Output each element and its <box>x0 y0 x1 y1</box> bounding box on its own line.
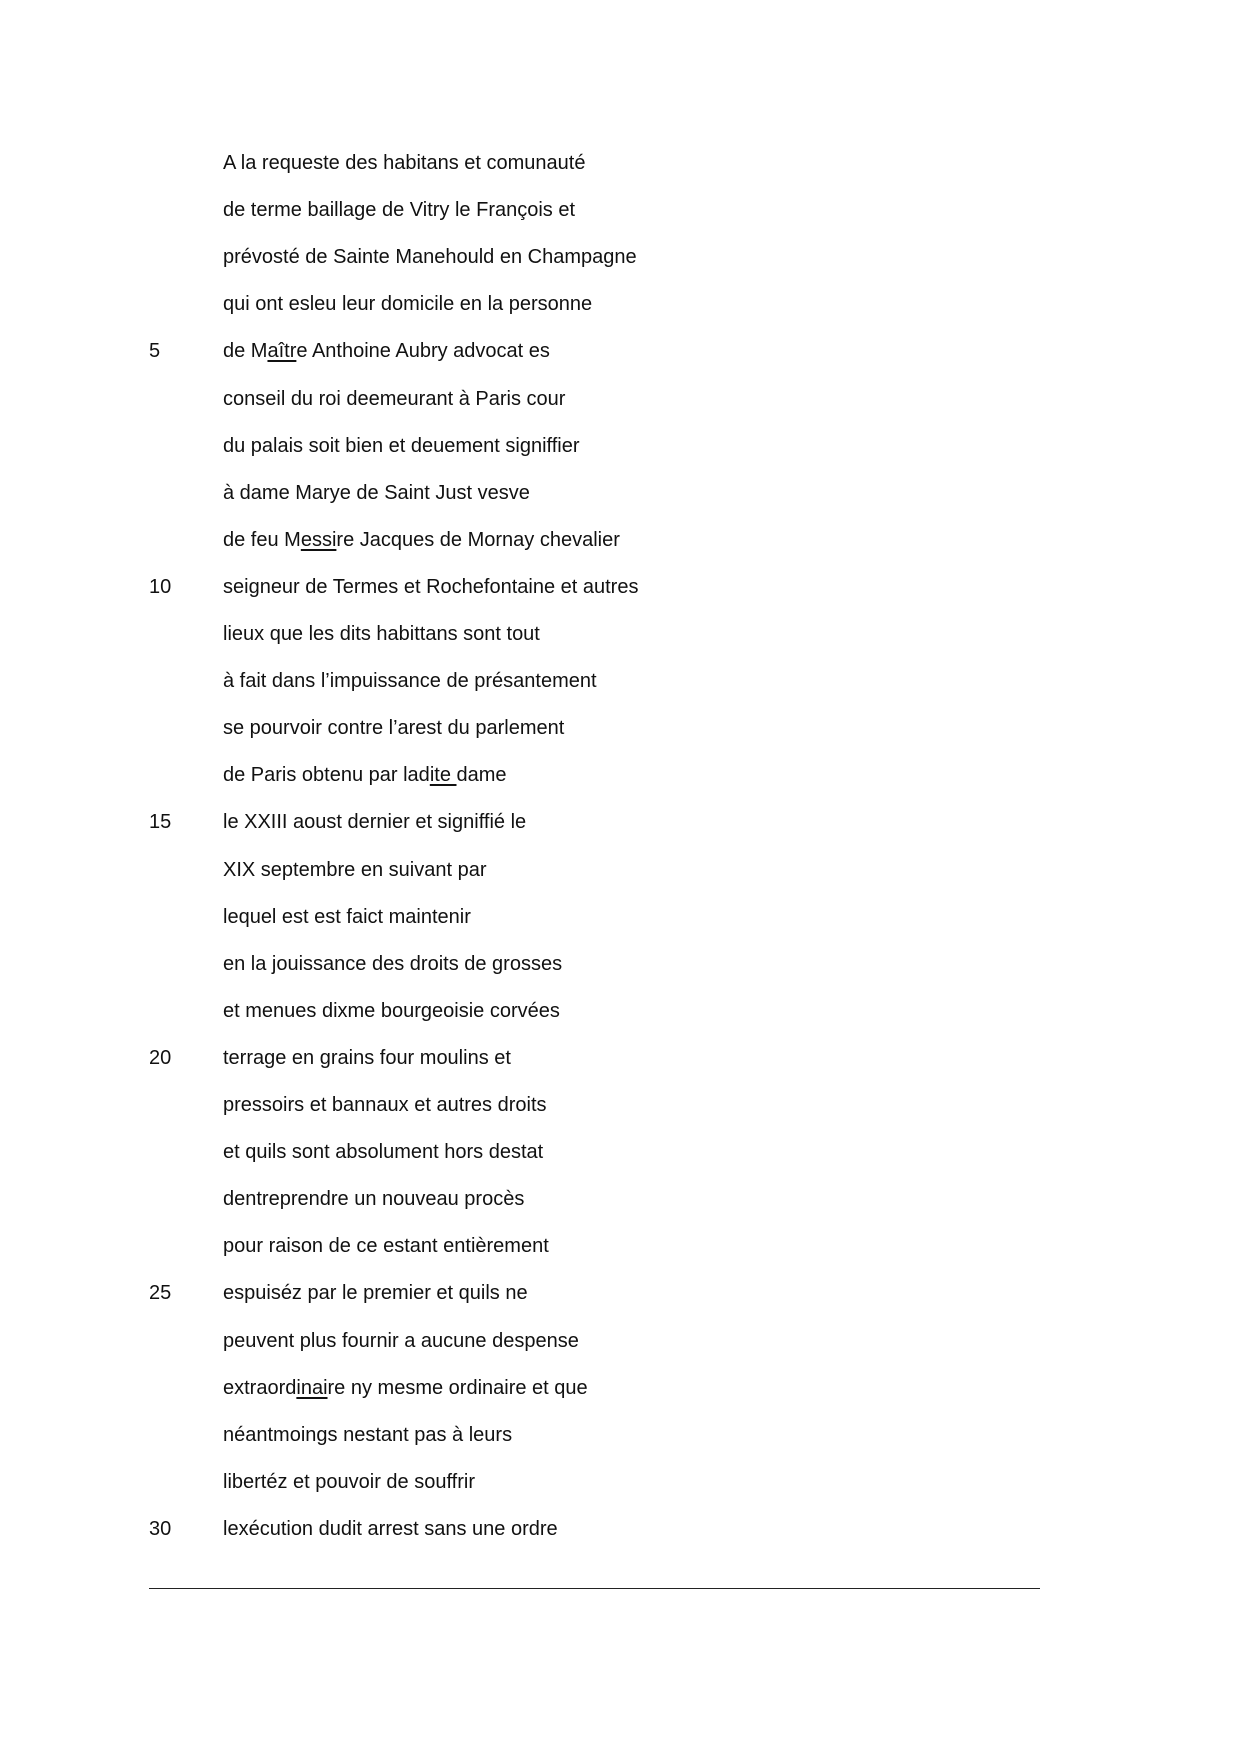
line-number: 30 <box>149 1517 172 1540</box>
line-text <box>223 996 560 1026</box>
underlined-abbreviation: ite <box>429 764 457 787</box>
line-text-segment: en la jouissance des droits de grosses <box>223 952 563 975</box>
line-text-segment: pressoirs et bannaux et autres droits <box>223 1094 547 1116</box>
line-text-segment: pour raison de ce estant entièrement <box>223 1235 549 1258</box>
underlined-abbreviation: aîtr <box>267 340 297 363</box>
line-number: 25 <box>149 1282 172 1305</box>
line-text-segment: le XXIII aoust dernier et signiffié le <box>223 811 527 834</box>
line-text <box>223 1090 547 1120</box>
line-text-segment: à fait dans l’impuissance de présantement <box>223 670 597 693</box>
line-text-segment: prévosté de Sainte Manehould en Champagne <box>223 246 637 269</box>
line-text <box>223 289 592 319</box>
line-text <box>223 1043 511 1073</box>
line-text <box>223 902 471 932</box>
line-text <box>223 1467 475 1497</box>
line-text <box>223 666 597 696</box>
line-text <box>223 148 585 178</box>
line-text <box>223 619 540 649</box>
line-text <box>223 431 580 461</box>
line-text-segment: qui ont esleu leur domicile en la personne <box>223 293 593 316</box>
line-text-segment: lequel est est faict maintenir <box>223 905 471 928</box>
footnote-separator-rule <box>149 1588 1040 1589</box>
line-text <box>223 1373 588 1403</box>
line-text <box>223 384 565 414</box>
line-text <box>223 242 637 272</box>
line-text <box>223 1137 543 1167</box>
line-text-segment: espuiséz par le premier et quils ne <box>223 1282 528 1305</box>
line-text <box>223 1231 549 1261</box>
line-text-segment: dentreprendre un nouveau procès <box>223 1188 525 1211</box>
line-text-segment: re ny mesme ordinaire et que <box>327 1376 588 1399</box>
line-text-segment: lieux que les dits habittans sont tout <box>223 623 540 645</box>
line-text <box>223 1514 558 1544</box>
line-text-segment: peuvent plus fournir a aucune despense <box>223 1329 579 1352</box>
line-text-segment: de feu M <box>223 528 301 551</box>
line-text-segment: de terme baillage de Vitry le François et <box>223 199 576 222</box>
line-text <box>223 1184 524 1214</box>
line-text <box>223 478 530 508</box>
underlined-abbreviation: inai <box>296 1376 328 1399</box>
line-text <box>223 195 575 225</box>
line-text <box>223 1326 579 1356</box>
line-text-segment: du palais soit bien et deuement signiffier <box>223 434 580 457</box>
line-text <box>223 807 526 837</box>
line-text <box>223 336 550 366</box>
line-text <box>223 855 486 885</box>
underlined-abbreviation: essi <box>300 528 337 551</box>
line-number: 20 <box>149 1046 172 1069</box>
line-text-segment: terrage en grains four moulins et <box>223 1046 511 1069</box>
line-text-segment: XIX septembre en suivant par <box>223 858 487 881</box>
line-text <box>223 1278 528 1308</box>
line-text-segment: conseil du roi deemeurant à Paris cour <box>223 387 566 410</box>
line-text-segment: néantmoings nestant pas à leurs <box>223 1423 513 1446</box>
line-text <box>223 572 638 602</box>
line-text-segment: dame <box>456 764 507 787</box>
line-text-segment: à dame Marye de Saint Just vesve <box>223 481 530 504</box>
line-text-segment: extraord <box>223 1376 297 1399</box>
line-text-segment: re Jacques de Mornay chevalier <box>336 528 620 551</box>
line-text-segment: et quils sont absolument hors destat <box>223 1141 544 1164</box>
line-text-segment: e Anthoine Aubry advocat es <box>296 340 550 363</box>
line-text <box>223 760 507 790</box>
line-text <box>223 949 562 979</box>
line-text-segment: de Paris obtenu par lad <box>223 764 430 787</box>
line-number: 10 <box>149 575 172 598</box>
line-number: 5 <box>149 340 161 363</box>
line-text-segment: lexécution dudit arrest sans une ordre <box>223 1517 558 1540</box>
line-text-segment: libertéz et pouvoir de souffrir <box>223 1470 475 1493</box>
line-text <box>223 713 564 743</box>
line-text-segment: de M <box>223 340 268 363</box>
line-text-segment: seigneur de Termes et Rochefontaine et autres <box>223 575 639 598</box>
line-text-segment: se pourvoir contre l’arest du parlement <box>223 717 565 740</box>
line-text-segment: et menues dixme bourgeoisie corvées <box>223 999 560 1022</box>
line-number: 15 <box>149 811 172 834</box>
line-text <box>223 1420 512 1450</box>
line-text <box>223 525 620 555</box>
line-text-segment: A la requeste des habitans et comunauté <box>223 152 586 174</box>
